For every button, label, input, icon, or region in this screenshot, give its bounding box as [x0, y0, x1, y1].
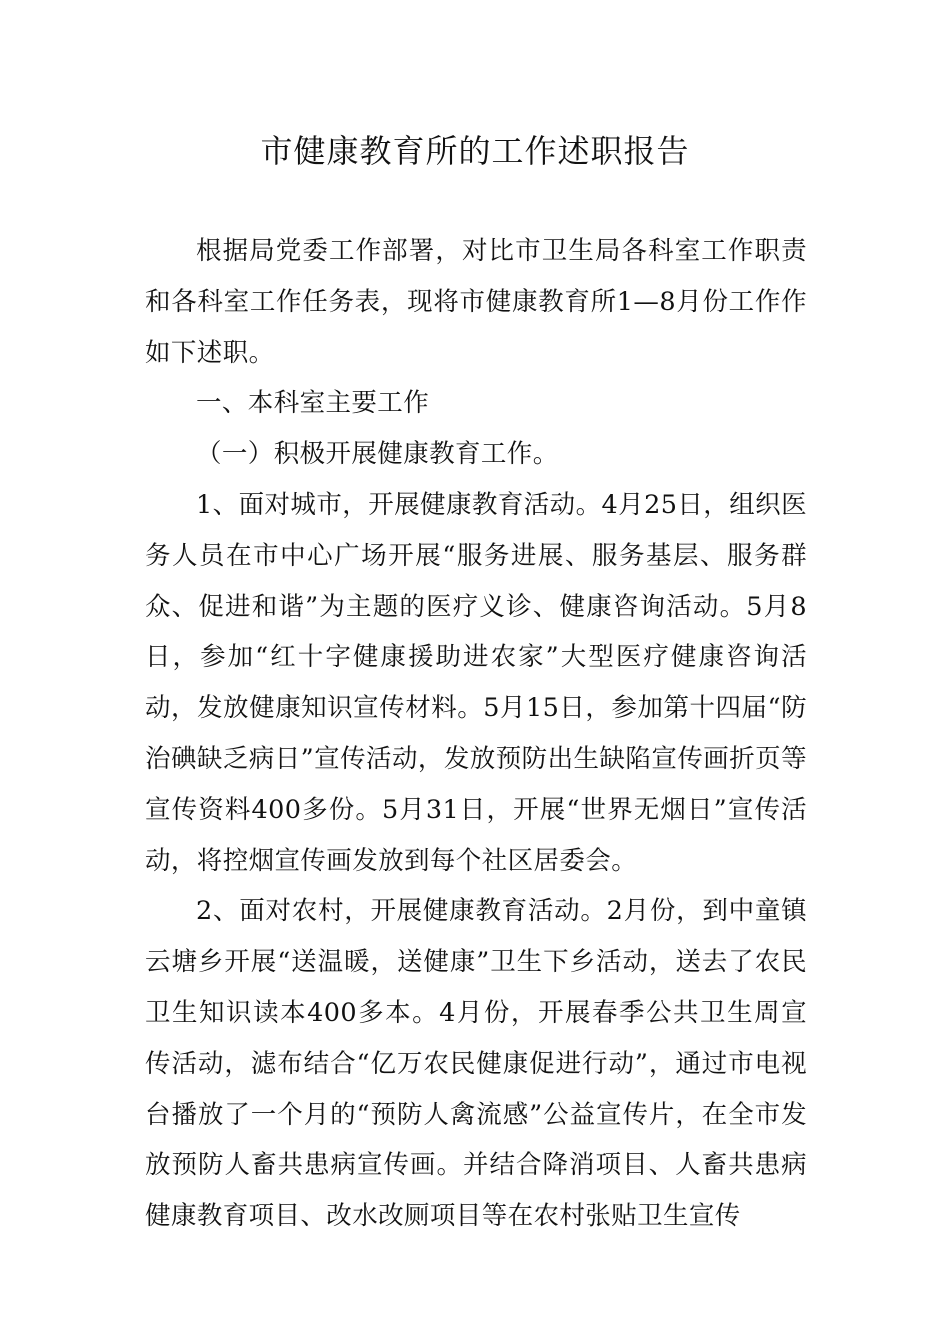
- intro-paragraph: 根据局党委工作部署，对比市卫生局各科室工作职责和各科室工作任务表，现将市健康教育所1—8月份工作作如下述职。: [145, 236, 807, 368]
- city-activities-paragraph: 1、面对城市，开展健康教育活动。4月25日，组织医务人员在市中心广场开展“服务进展、服务基层、服务群众、促进和谐”为主题的医疗义诊、健康咨询活动。5月8日，参加“红十字健康援助进农家”大型医疗健康咨询活动，发放健康知识宣传材料。5月15日，参加第十四届“防治碘缺乏病日”宣传活动，发放预防出生缺陷宣传画折页等宣传资料400多份。5月31日，开展“世界无烟日”宣传活动，将控烟宣传画发放到每个社区居委会。: [145, 489, 807, 876]
- page-title: 市健康教育所的工作述职报告: [260, 132, 690, 170]
- document-body: [145, 226, 807, 1242]
- rural-activities-paragraph: 2、面对农村，开展健康教育活动。2月份，到中童镇云塘乡开展“送温暖，送健康”卫生下乡活动，送去了农民卫生知识读本400多本。4月份，开展春季公共卫生周宣传活动，滤布结合“亿万农民健康促进行动”，通过市电视台播放了一个月的“预防人禽流感”公益宣传片，在全市发放预防人畜共患病宣传画。并结合降消项目、人畜共患病健康教育项目、改水改厕项目等在农村张贴卫生宣传: [145, 896, 807, 1232]
- subsection-heading: （一）积极开展健康教育工作。: [196, 439, 559, 470]
- section-heading: 一、本科室主要工作: [196, 388, 430, 419]
